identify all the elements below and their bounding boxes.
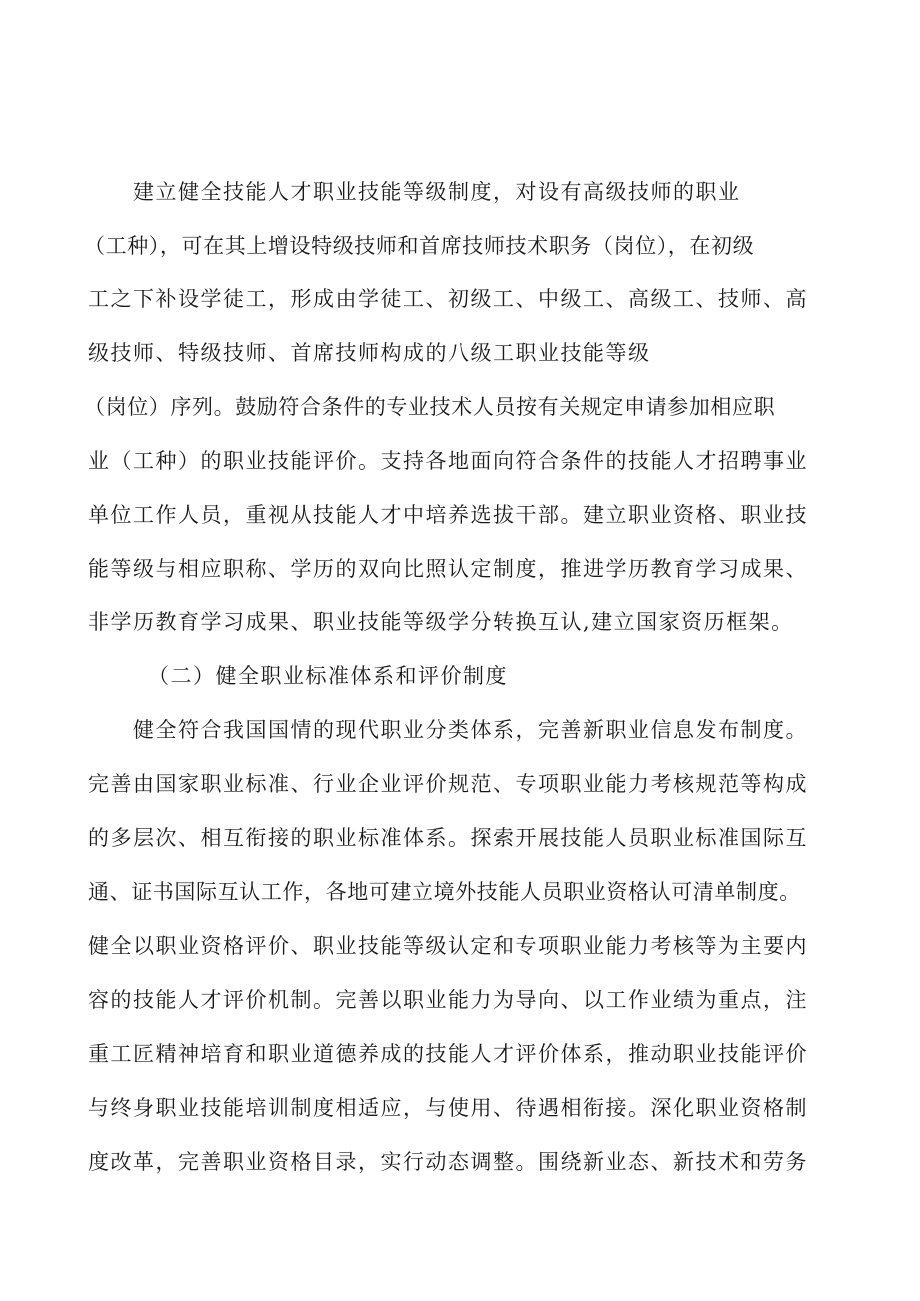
paragraph-1-line-2: （工种），可在其上增设特级技师和首席技师技术职务（岗位），在初级 <box>84 234 755 258</box>
paragraph-1-line-4: 级技师、特级技师、首席技师构成的八级工职业技能等级 <box>88 341 651 365</box>
paragraph-2-line-7: 重工匠精神培育和职业道德养成的技能人才评价体系，推动职业技能评价 <box>88 1042 808 1066</box>
paragraph-1-line-7: 单位工作人员，重视从技能人才中培养选拔干部。建立职业资格、职业技 <box>88 503 808 527</box>
section-heading: （二）健全职业标准体系和评价制度 <box>148 664 508 688</box>
paragraph-2-line-8: 与终身职业技能培训制度相适应，与使用、待遇相衔接。深化职业资格制 <box>88 1096 808 1120</box>
paragraph-1-line-6: 业（工种）的职业技能评价。支持各地面向符合条件的技能人才招聘事业 <box>88 449 808 473</box>
paragraph-1-line-3: 工之下补设学徒工，形成由学徒工、初级工、中级工、高级工、技师、高 <box>88 287 808 311</box>
paragraph-2-line-2: 完善由国家职业标准、行业企业评价规范、专项职业能力考核规范等构成 <box>88 772 808 796</box>
paragraph-2-line-4: 通、证书国际互认工作，各地可建立境外技能人员职业资格认可清单制度。 <box>88 880 801 904</box>
paragraph-1-line-9: 非学历教育学习成果、职业技能等级学分转换互认,建立国家资历框架。 <box>88 610 794 634</box>
paragraph-2-line-5: 健全以职业资格评价、职业技能等级认定和专项职业能力考核等为主要内 <box>88 934 808 958</box>
paragraph-1-line-5: （岗位）序列。鼓励符合条件的专业技术人员按有关规定申请参加相应职 <box>84 395 776 419</box>
paragraph-2-line-6: 容的技能人才评价机制。完善以职业能力为导向、以工作业绩为重点，注 <box>88 988 808 1012</box>
paragraph-1-line-8: 能等级与相应职称、学历的双向比照认定制度，推进学历教育学习成果、 <box>88 557 808 581</box>
paragraph-2-line-3: 的多层次、相互衔接的职业标准体系。探索开展技能人员职业标准国际互 <box>88 826 808 850</box>
paragraph-1-line-1: 建立健全技能人才职业技能等级制度，对设有高级技师的职业 <box>133 180 741 204</box>
paragraph-2-line-1: 健全符合我国国情的现代职业分类体系，完善新职业信息发布制度。 <box>133 718 808 742</box>
paragraph-2-line-9: 度改革，完善职业资格目录，实行动态调整。围绕新业态、新技术和劳务 <box>88 1150 808 1174</box>
